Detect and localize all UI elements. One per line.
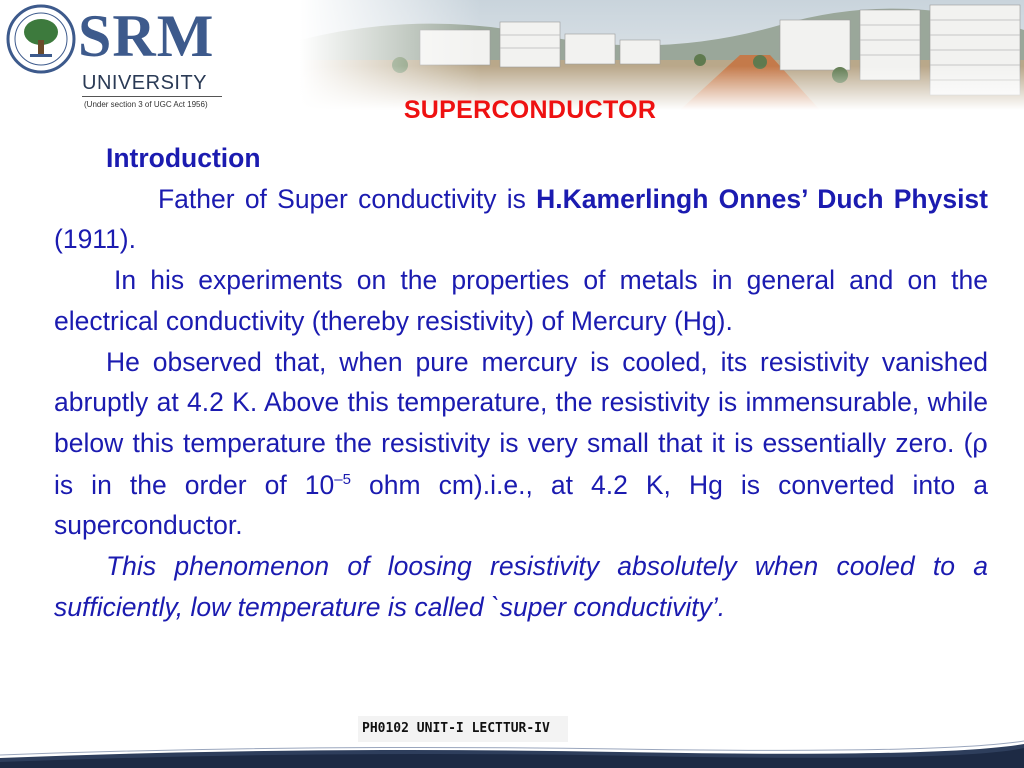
logo-subtitle: UNIVERSITY [82,72,208,94]
campus-banner-image [300,0,1024,110]
slide-body [54,138,988,627]
slide-title: SUPERCONDUCTOR [403,96,657,124]
section-heading: Introduction [106,143,261,173]
paragraph-father-of-superconductivity [54,179,988,260]
footer-swoosh [0,740,1024,768]
p3-text-before: He observed that, when pure mercury is cooled, its resistivity vanished abruptly at 4.2 K. Above this temperature, the resistivity is immensurable, while below this temperature the resistivity is very small that it is essentially zero. ( [54,346,988,458]
exponent: –5 [334,470,351,488]
p1-text-before: Father of Super conductivity is [158,183,537,214]
rho-symbol: ρ [972,427,988,459]
paragraph-experiments: In his experiments on the properties of metals in general and on the electrical conductivity (thereby resistivity) of Mercury (Hg). [54,265,988,336]
logo-tagline: (Under section 3 of UGC Act 1956) [84,100,208,109]
logo-wordmark: SRM [78,3,215,69]
p1-name-bold: H.Kamerlingh Onnes’ Duch Physist [536,183,988,214]
p1-text-after: (1911). [54,224,136,255]
paragraph-definition: This phenomenon of loosing resistivity absolutely when cooled to a sufficiently, low temperature is called `super conductivity’. [54,551,988,622]
paragraph-observation [54,342,988,547]
footer-lecture-label: PH0102 UNIT-I LECTTUR-IV [358,716,568,742]
tree-seal-icon [6,4,76,74]
p3-text-after: ohm cm).i.e., at 4.2 K, Hg is converted into a superconductor. [54,469,988,541]
p3-text-middle: is in the order of 10 [54,469,335,500]
